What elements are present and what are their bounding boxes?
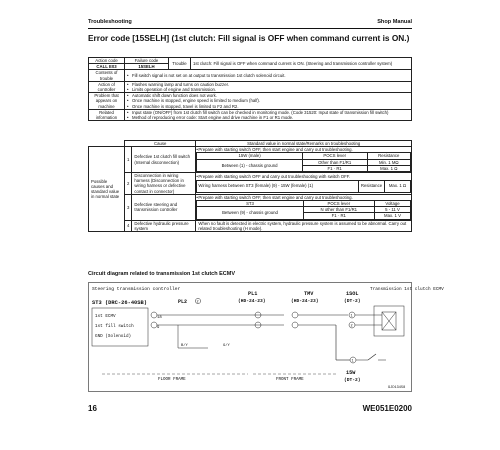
page-title: Error code [15SELH] (1st clutch: Fill signal is OFF when command current is ON.) <box>88 33 410 43</box>
connector-15w-type: (DT-2) <box>344 378 361 383</box>
table-cell: Between (1) - chassis ground <box>197 159 302 171</box>
cause-number: 3 <box>125 194 132 220</box>
prep-note: • Prepare with starting switch OFF and carry out troubleshooting with switch OFF. <box>196 174 411 179</box>
connector-15w: 15W <box>346 370 356 376</box>
table-header-cell: Resistance <box>367 153 410 159</box>
table-header-cell: ST3 <box>197 201 303 207</box>
trouble-label: Trouble <box>169 58 191 70</box>
switch-icon <box>368 354 376 360</box>
cause-number: 1 <box>125 147 132 173</box>
document-code: WE051E0200 <box>362 404 412 413</box>
problem-item: • Once machine is stopped, engine speed is limited to medium (half). <box>127 98 409 103</box>
cause-number: 4 <box>125 220 132 231</box>
cause-remark: When no fault is detected in electric system, hydraulic pressure system is assumed to be abnormal. Carry out related troubleshooting (H mode). <box>196 220 412 231</box>
table-header-cell: POCS lever <box>303 201 374 207</box>
table-cell: F1 · R1 <box>303 213 374 219</box>
action-item: • Flashes warning lamp and turns on caution buzzer. <box>127 82 409 87</box>
table-cell: Resistance <box>359 180 385 192</box>
pin-label: 2 <box>350 324 353 329</box>
table-cell: Wiring harness between ST3 (female) (9) - 15W (female) (1) <box>197 180 359 192</box>
failure-code-label: Failure code <box>125 58 169 64</box>
pin-label: 1 <box>351 359 354 364</box>
action-controller-label: Action of controller <box>89 81 125 92</box>
page-header <box>88 19 412 25</box>
contents-item: • Fill switch signal is not set on at output to transmission 1st clutch solenoid circuit. <box>127 73 409 78</box>
trouble-text: 1st clutch: Fill signal is OFF when command current is ON. (Steering and transmission controller system) <box>191 58 412 70</box>
connector-st3: ST3 (DRC-26-40SB) <box>92 300 147 306</box>
page-number: 16 <box>88 404 97 413</box>
prep-note: • Prepare with starting switch OFF, then start engine and carry out troubleshooting. <box>196 195 411 200</box>
cause-text: Defective hydraulic pressure system <box>132 220 196 231</box>
cable-color: B/Y <box>181 344 188 348</box>
pin-label: 2 <box>196 300 199 305</box>
connector-pl1-type: (HD-24-23) <box>238 299 266 304</box>
standard-header: Standard value in normal state/Remarks on troubleshooting <box>196 141 412 147</box>
prep-note: • Prepare with starting switch OFF, then start engine and carry out troubleshooting. <box>196 147 411 152</box>
related-item: • Input state (ON/OFF) from 1st clutch fill switch can be checked in monitoring mode. (Code 31520: Input state of transmission fill switch) <box>127 110 409 115</box>
header-manual: Shop Manual <box>377 19 412 25</box>
problem-item: • Once machine is stopped, travel is limited to F2 and R2. <box>127 104 409 109</box>
connector-pl2: PL2 <box>178 299 188 305</box>
pin-circle <box>292 322 298 328</box>
problem-label: Problem that appears on machine <box>89 93 125 110</box>
table-cell: Between (9) - chassis ground <box>197 207 303 219</box>
check-table <box>196 200 411 220</box>
connector-tmv: TMV <box>304 291 314 297</box>
table-cell: N other than F1/R1 <box>303 207 374 213</box>
check-table <box>196 180 411 193</box>
pin-label: 9 <box>157 326 160 330</box>
table-cell: Other than F1/R1 <box>302 159 367 165</box>
floor-frame-label: FLOOR FRAME <box>158 378 186 382</box>
front-frame-label: FRONT FRAME <box>276 378 304 382</box>
action-code: CALL E03 <box>89 64 125 70</box>
error-info-table <box>88 57 412 121</box>
causes-table <box>88 140 412 232</box>
connector-tmv-type: (HD-24-23) <box>291 299 319 304</box>
cause-header: Cause <box>125 141 196 147</box>
cause-text: Disconnection in wiring harness (Disconnection in wiring harness or defective contact in connector) <box>132 173 196 195</box>
circuit-title: Circuit diagram related to transmission 1st clutch ECMV <box>88 271 236 277</box>
table-cell: 5 - 11 V <box>374 207 410 213</box>
header-rule <box>88 28 412 29</box>
table-header-cell: Voltage <box>374 201 410 207</box>
table-cell: Max. 1 Ω <box>385 180 411 192</box>
signal-fill-switch: 1st fill switch <box>95 324 134 329</box>
connector-1sol-type: (DT-2) <box>344 299 361 304</box>
cause-text: Defective steering and transmission controller <box>132 194 196 220</box>
table-cell: Max. 1 Ω <box>367 165 410 171</box>
header-section: Troubleshooting <box>88 19 132 25</box>
pin-label: 18 <box>157 316 162 320</box>
cause-text: Defective 1st clutch fill switch (Internal disconnection) <box>132 147 196 173</box>
causes-side-label: Possible causes and standard value in normal state <box>89 147 125 232</box>
action-code-label: Action code <box>89 58 125 64</box>
table-cell: F1 · R1 <box>302 165 367 171</box>
failure-code: 15SELH <box>125 64 169 70</box>
connector-pl1: PL1 <box>248 291 258 297</box>
contents-label: Contents of trouble <box>89 70 125 81</box>
controller-label: Steering transmission controller <box>92 287 181 292</box>
action-item: • Limits operation of engine and transmission. <box>127 87 409 92</box>
connector-1sol: 1SOL <box>346 291 359 297</box>
problem-item: • Automatic shift down function does not work. <box>127 93 409 98</box>
pin-circle <box>292 312 298 318</box>
cause-number: 2 <box>125 173 132 195</box>
table-cell: Max. 1 V <box>374 213 410 219</box>
table-header-cell: 15W (male) <box>197 153 302 159</box>
figure-number: 9JD13458 <box>388 386 406 390</box>
ecmv-label: Transmission 1st clutch ECMV <box>370 287 444 292</box>
signal-gnd: GND (Solenoid) <box>95 334 132 339</box>
circuit-diagram <box>88 282 444 392</box>
pin-label: 1 <box>350 314 353 319</box>
related-info-label: Related information <box>89 109 125 120</box>
table-header-cell: POCS lever <box>302 153 367 159</box>
signal-1st-ecmv: 1st ECMV <box>95 314 116 319</box>
related-item: • Method of reproducing error code: Start engine and drive machine in F1 or R1 mode. <box>127 115 409 120</box>
cable-color: G/Y <box>223 344 230 348</box>
table-cell: Min. 1 MΩ <box>367 159 410 165</box>
check-table <box>196 152 411 172</box>
